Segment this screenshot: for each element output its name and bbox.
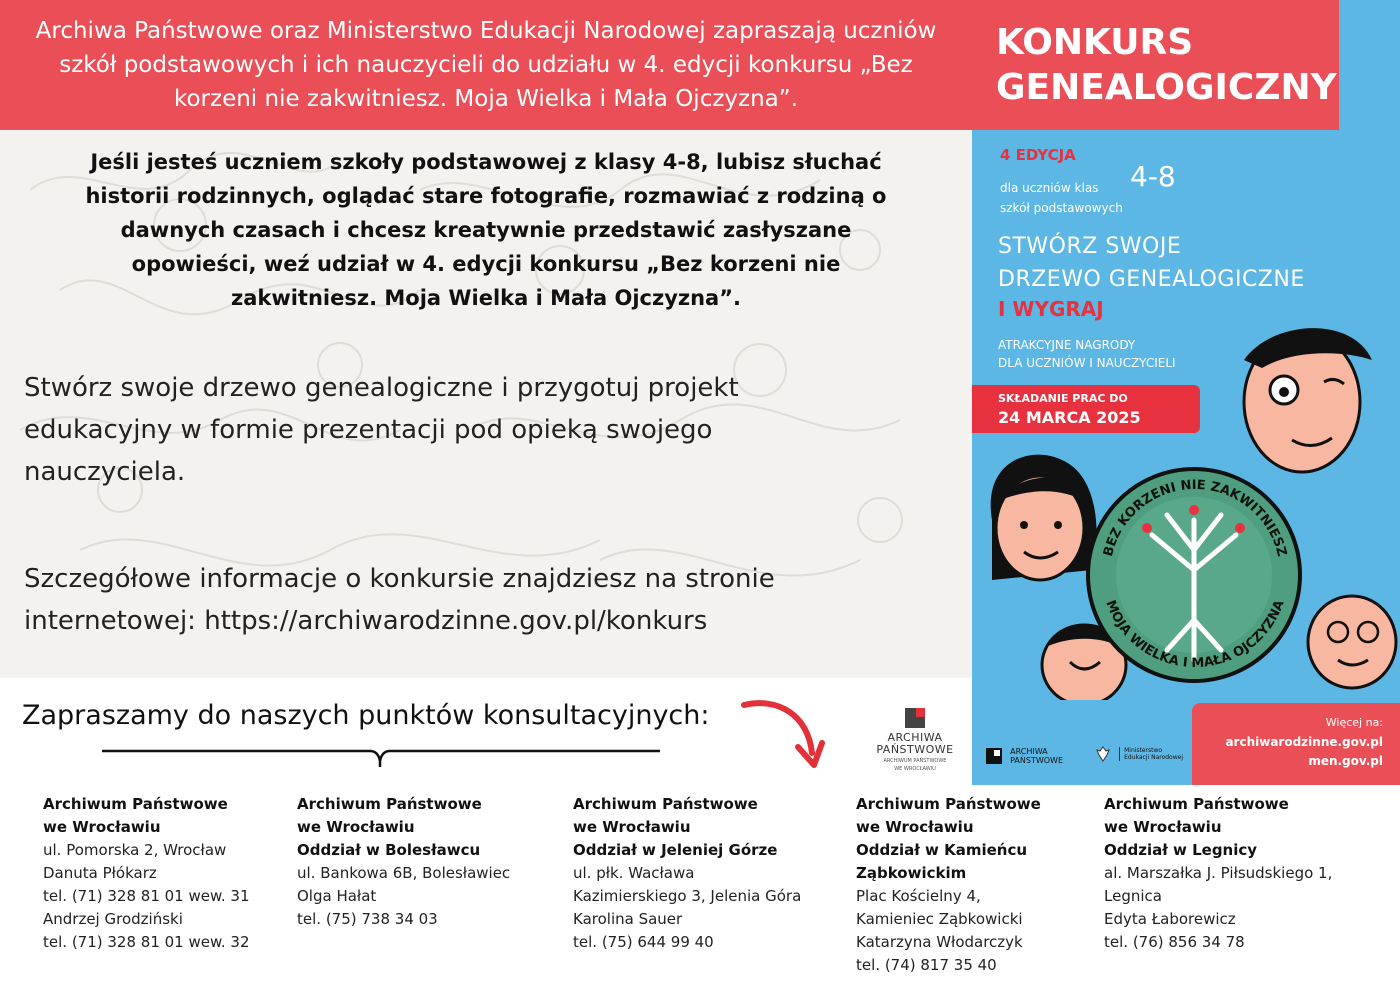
archive-phone: tel. (74) 817 35 40 xyxy=(856,956,997,974)
archiwa-panstwowe-logo xyxy=(866,708,964,772)
archive-phone: tel. (76) 856 34 78 xyxy=(1104,933,1245,951)
archive-contact-person: Edyta Łaborewicz xyxy=(1104,910,1236,928)
archive-address: al. Marszałka J. Piłsudskiego 1, xyxy=(1104,864,1333,882)
archive-name-line: Archiwum Państwowe xyxy=(856,795,1041,813)
archive-branch-line: Oddział w Jeleniej Górze xyxy=(573,841,778,859)
archive-address: Kamieniec Ząbkowicki xyxy=(856,910,1023,928)
archive-branch-line: Oddział w Kamieńcu xyxy=(856,841,1028,859)
archive-contact-person: Katarzyna Włodarczyk xyxy=(856,933,1023,951)
badge-text-ring xyxy=(1088,467,1302,681)
poster-logo-men-line2: Edukacji Narodowej xyxy=(1124,753,1183,761)
archive-address: ul. Pomorska 2, Wrocław xyxy=(43,841,227,859)
archive-name-line: we Wrocławiu xyxy=(297,818,415,836)
poster-audience-line1: dla uczniów klas xyxy=(1000,181,1099,195)
poster-prizes-line2: DLA UCZNIÓW I NAUCZYCIELI xyxy=(998,356,1176,370)
poster-prizes-line1: ATRAKCYJNE NAGRODY xyxy=(998,338,1136,352)
archiwa-logo-icon xyxy=(986,748,1002,764)
deadline-label: SKŁADANIE PRAC DO xyxy=(998,392,1128,405)
archive-phone: tel. (75) 738 34 03 xyxy=(297,910,438,928)
consultation-title: Zapraszamy do naszych punktów konsultacyjnych: xyxy=(22,700,710,731)
poster-audience xyxy=(1000,178,1123,218)
poster-title-line1: KONKURS xyxy=(996,22,1194,63)
poster-create-line2: DRZEWO GENEALOGICZNE xyxy=(998,267,1305,292)
archive-address: Legnica xyxy=(1104,887,1162,905)
poster-men-logo xyxy=(1096,743,1183,762)
archive-name-line: Archiwum Państwowe xyxy=(1104,795,1289,813)
poster-archiwa-logo xyxy=(986,745,1063,765)
man-face-icon xyxy=(1244,328,1372,472)
logo-name-line1: ARCHIWA xyxy=(887,731,943,744)
archive-contact-person: Danuta Płókarz xyxy=(43,864,157,882)
archive-address: ul. płk. Wacława xyxy=(573,864,695,882)
poster-title xyxy=(996,20,1337,110)
poster-edition: 4 EDYCJA xyxy=(1000,146,1076,164)
archive-phone: tel. (71) 328 81 01 wew. 31 xyxy=(43,887,250,905)
archive-name-line: Archiwum Państwowe xyxy=(573,795,758,813)
eagle-emblem-icon xyxy=(1096,746,1110,762)
poster-logo-ap-line1: ARCHIWA xyxy=(1010,746,1048,756)
grandparent-face-icon xyxy=(1308,596,1396,688)
badge-top-text: BEZ KORZENI NIE ZAKWITNIESZ xyxy=(1100,477,1290,558)
curly-brace-divider xyxy=(100,745,662,775)
poster-create-tree xyxy=(998,230,1305,296)
badge-bottom-text: MOJA WIELKA I MAŁA OJCZYZNA xyxy=(1102,598,1288,672)
poster-create-line1: STWÓRZ SWOJE xyxy=(998,234,1182,259)
archive-phone: tel. (71) 328 81 01 wew. 32 xyxy=(43,933,250,951)
archive-legnica xyxy=(1104,793,1394,954)
intro-paragraph-project: Stwórz swoje drzewo genealogiczne i przygotuj projekt edukacyjny w formie prezentacji pod opieką swojego nauczyciela. xyxy=(24,373,739,487)
banner-text: Archiwa Państwowe oraz Ministerstwo Edukacji Narodowej zapraszają uczniów szkół podstawowych i ich nauczycieli do udziału w 4. edycji konkursu „Bez korzeni nie zakwitniesz. Moja Wielka i Mała Ojczyzna”. xyxy=(35,18,937,112)
archive-name-line: Archiwum Państwowe xyxy=(297,795,482,813)
archive-branch-line: Oddział w Bolesławcu xyxy=(297,841,481,859)
poster-logo-ap-line2: PAŃSTWOWE xyxy=(1010,755,1063,765)
poster-logo-men-line1: Ministerstwo xyxy=(1124,746,1163,754)
archive-address: ul. Bankowa 6B, Bolesławiec xyxy=(297,864,511,882)
archive-branch-line: Oddział w Legnicy xyxy=(1104,841,1258,859)
archive-contact-person: Andrzej Grodziński xyxy=(43,910,183,928)
archive-name-line: Archiwum Państwowe xyxy=(43,795,228,813)
archive-contact-person: Karolina Sauer xyxy=(573,910,683,928)
archive-logo-icon xyxy=(905,708,925,728)
archive-address: Kazimierskiego 3, Jelenia Góra xyxy=(573,887,802,905)
archive-phone: tel. (75) 644 99 40 xyxy=(573,933,714,951)
more-info-url-men: men.gov.pl xyxy=(1308,754,1383,768)
more-info-label: Więcej na: xyxy=(1325,716,1383,729)
more-info-url-archiwa: archiwarodzinne.gov.pl xyxy=(1225,735,1383,749)
deadline-date: 24 MARCA 2025 xyxy=(998,408,1141,427)
archive-name-line: we Wrocławiu xyxy=(1104,818,1222,836)
poster-title-line2: GENEALOGICZNY xyxy=(996,67,1337,108)
archive-name-line: we Wrocławiu xyxy=(43,818,161,836)
poster-win: I WYGRAJ xyxy=(998,297,1104,321)
logo-name-line2: PAŃSTWOWE xyxy=(876,743,954,756)
archive-boleslawiec xyxy=(297,793,557,931)
archive-wroclaw xyxy=(43,793,283,954)
archive-name-line: we Wrocławiu xyxy=(856,818,974,836)
poster-grades: 4-8 xyxy=(1130,160,1176,193)
poster-audience-line2: szkół podstawowych xyxy=(1000,201,1123,215)
archive-address: Plac Kościelny 4, xyxy=(856,887,981,905)
red-arrow-icon xyxy=(738,695,828,775)
intro-bold-paragraph: Jeśli jesteś uczniem szkoły podstawowej z klasy 4-8, lubisz słuchać historii rodzinnych, oglądać stare fotografie, rozmawiać z rodziną o dawnych czasach i chcesz kreatywnie przedstawić zasłyszane opowieści, weź udział w 4. edycji konkursu „Bez korzeni nie zakwitniesz. Moja Wielka i Mała Ojczyzna”. xyxy=(85,150,887,310)
woman-face-icon xyxy=(991,455,1097,580)
logo-sub-line1: ARCHIWUM PAŃSTWOWE xyxy=(883,758,947,764)
logo-sub-line2: WE WROCŁAWIU xyxy=(894,766,936,772)
top-banner xyxy=(0,0,972,130)
archive-kamieniec xyxy=(856,793,1086,977)
archive-contact-person: Olga Hałat xyxy=(297,887,377,905)
archive-branch-line: Ząbkowickim xyxy=(856,864,967,882)
archive-jelenia-gora xyxy=(573,793,833,954)
intro-paragraph-details: Szczegółowe informacje o konkursie znajdziesz na stronie internetowej: https://archiwarodzinne.gov.pl/konkurs xyxy=(24,564,775,636)
archive-name-line: we Wrocławiu xyxy=(573,818,691,836)
